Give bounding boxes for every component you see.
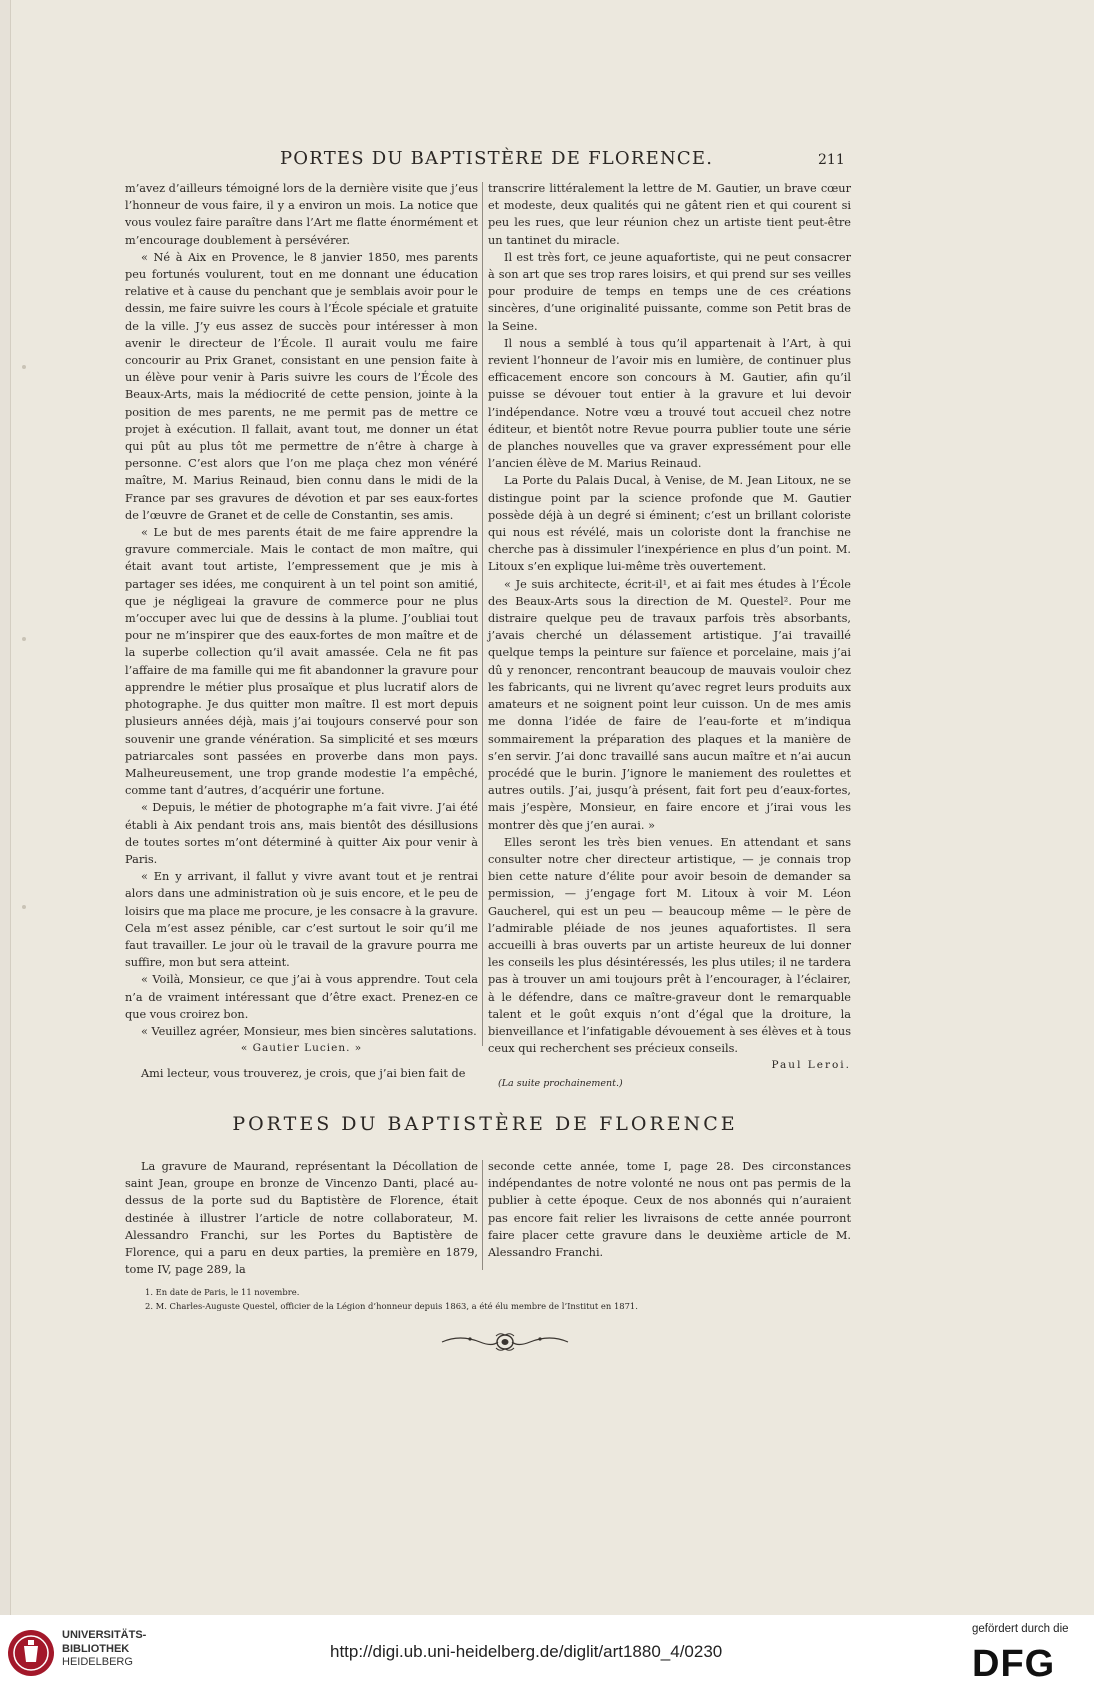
decorative-ornament <box>440 1330 570 1354</box>
binding-hole <box>22 637 26 641</box>
footnotes <box>145 1285 845 1313</box>
article-column-left <box>125 1158 478 1277</box>
paragraph: « En y arrivant, il fallut y vivre avant tout et je rentrai alors dans une administration où je suis encore, et le peu de loisirs que ma place me procure, je les consacre à la gravure. Cela m’est assez pénible, car c’est surtout le soir qu’il me faut travailler. Le jour où le travail de la gravure pourra me suffire, mon but sera atteint. <box>125 870 478 970</box>
paragraph: « Le but de mes parents était de me faire apprendre la gravure commerciale. Mais le contact de mon maître, qui était avant tout artiste, l’empressement que je mis à partager ses idées, me conquirent à un tel point son amitié, que je négligeai la gravure de commerce pour ne plus m’occuper avec lui que de dessins à la plume. J’oubliai tout pour ne m’inspirer que des eaux-fortes de mon maître et de la superbe collection qu’il avait amassée. Cela ne fit pas l’affaire de ma famille qui me fit abandonner la gravure pour apprendre le métier plus prosaïque et plus lucratif alors de photographe. Je dus quitter mon maître. Il est mort depuis plusieurs années déjà, mais j’ai toujours conservé pour son souvenir une grande vénération. Sa simplicité et ses mœurs patriarcales sont passées en proverbe dans mon pays. Malheureusement, une trop grande modestie l’a empêché, comme tant d’autres, d’acquérir une fortune. <box>125 526 478 798</box>
binding-hole <box>22 905 26 909</box>
article-column-right <box>488 1158 851 1273</box>
university-seal-icon <box>6 1626 56 1680</box>
footer-bar <box>0 1615 1093 1696</box>
paragraph: m’avez d’ailleurs témoigné lors de la dernière visite que j’eus l’honneur de vous faire, il y a environ un mois. La notice que vous voulez faire paraître dans l’Art me flatte énormément et m’encourage doublement à persévérer. <box>125 182 479 247</box>
footnote: 2. M. Charles-Auguste Questel, officier de la Légion d’honneur depuis 1863, a été élu membre de l’Institut en 1871. <box>145 1301 638 1311</box>
text-column-right <box>488 180 851 1089</box>
footnote: 1. En date de Paris, le 11 novembre. <box>145 1287 300 1297</box>
library-name: UNIVERSITÄTS- BIBLIOTHEK HEIDELBERG <box>62 1629 147 1668</box>
column-divider <box>482 182 483 1046</box>
paragraph: « Né à Aix en Provence, le 8 janvier 1850, mes parents peu fortunés voulurent, tout en me donnant une éducation relative et à cause du penchant que je semblais avoir pour le dessin, me faire suivre les cours à l’École spéciale et gratuite de la ville. J’y eus assez de succès pour intéresser à mon avenir le directeur de l’École. Il aurait voulu me faire concourir au Prix Granet, consistant en une pension faite à un élève pour venir à Paris suivre les cours de l’École des Beaux-Arts, mais la médiocrité de cette pension, jointe à la position de mes parents, ne me permit pas de mettre ce projet à exécution. Il fallait, avant tout, me donner un état qui pût au plus tôt me permettre de n’être à charge à personne. C’est alors que l’on me plaça chez mon vénéré maître, M. Marius Reinaud, bien connu dans le midi de la France par ses gravures de dévotion et par ses eaux-fortes de l’œuvre de Granet et de celle de Constantin, ses amis. <box>125 250 478 522</box>
running-title: PORTES DU BAPTISTÈRE DE FLORENCE. <box>280 148 714 169</box>
paragraph: Elles seront les très bien venues. En attendant et sans consulter notre cher directeur artistique, — je connais trop bien cette nature d’élite pour avoir besoin de demander sa permission, — j’engage fort M. Litoux à voir M. Léon Gaucherel, qui est un peu — beaucoup même — le père de l’admirable pléiade de nos jeunes aquafortistes. Il sera accueilli à bras ouverts par un artiste heureux de lui donner les conseils les plus désintéressés, les plus utiles; il ne tardera pas à trouver un ami toujours prêt à l’encourager, à l’éclairer, à le défendre, dans ce maître-graveur dont le remarquable talent et le goût exquis n’ont d’égal que la droiture, la bienveillance et l’infatigable dévouement à ses élèves et à tous ceux qui recherchent ses précieux conseils. <box>488 835 851 1056</box>
paragraph: Ami lecteur, vous trouverez, je crois, que j’ai bien fait de <box>141 1067 466 1081</box>
paragraph: Il nous a semblé à tous qu’il appartenait à l’Art, à qui revient l’honneur de l’avoir mis en lumière, de continuer plus efficacement encore son concours à M. Gautier, afin qu’il puisse se dévouer tout entier à la gravure et lui devoir l’indépendance. Notre vœu a trouvé tout accueil chez notre éditeur, et bientôt notre Revue pourra publier toute une série de planches nouvelles que va graver expressément pour elle l’ancien élève de M. Marius Reinaud. <box>488 336 851 471</box>
page-number: 211 <box>818 152 845 168</box>
text-column-left <box>125 180 479 1081</box>
paragraph: Il est très fort, ce jeune aquafortiste, qui ne peut consacrer à son art que ses trop rares loisirs, et qui prend sur ses veilles pour produire de temps en temps une de ces créations sincères, d’une originalité puissante, comme son Petit bras de la Seine. <box>488 250 851 333</box>
column-divider <box>482 1160 483 1270</box>
letter-signature: « Gautier Lucien. » <box>240 1042 363 1055</box>
paragraph: « Voilà, Monsieur, ce que j’ai à vous apprendre. Tout cela n’a de vraiment intéressant que d’être exact. Prenez-en ce que vous croirez bon. <box>125 973 478 1021</box>
dfg-logo: DFG <box>972 1643 1056 1685</box>
author-signature: Paul Leroi. <box>771 1059 851 1072</box>
article-title: PORTES DU BAPTISTÈRE DE FLORENCE <box>232 1113 738 1135</box>
source-url-link[interactable]: http://digi.ub.uni-heidelberg.de/diglit/art1880_4/0230 <box>330 1642 723 1661</box>
binding-hole <box>22 365 26 369</box>
paragraph: La gravure de Maurand, représentant la Décollation de saint Jean, groupe en bronze de Vincenzo Danti, placé au-dessus de la porte sud du Baptistère de Florence, était destinée à illustrer l’article de notre collaborateur, M. Alessandro Franchi, sur les Portes du Baptistère de Florence, qui a paru en deux parties, la première en 1879, tome IV, page 289, la <box>125 1160 478 1277</box>
paragraph: « Je suis architecte, écrit-il¹, et ai fait mes études à l’École des Beaux-Arts sous la direction de M. Questel². Pour me distraire quelque peu de travaux parfois très absorbants, j’avais cherché un délassement artistique. J’ai travaillé quelque temps la peinture sur faïence et porcelaine, mais j’ai dû y renoncer, rencontrant beaucoup de mauvais vouloir chez les fabricants, qui ne livrent qu’avec regret leurs produits aux amateurs et ne soignent point leur cuisson. Un de mes amis me donna l’idée de faire de l’eau-forte et m’indiqua sommairement la préparation des plaques et la manière de s’en servir. J’ai donc travaillé sans aucun maître et n’ai aucun procédé que le burin. J’ignore le maniement des roulettes et autres outils. J’ai, jusqu’à présent, fait fort peu d’eaux-fortes, mais j’espère, Monsieur, en faire encore et j’irai vous les montrer dès que j’en aurai. » <box>488 577 851 832</box>
paragraph: « Veuillez agréer, Monsieur, mes bien sincères salutations. <box>141 1024 477 1038</box>
funding-label: gefördert durch die <box>972 1623 1069 1635</box>
continued-note: (La suite prochainement.) <box>498 1077 623 1089</box>
paragraph: seconde cette année, tome I, page 28. Des circonstances indépendantes de notre volonté ne nous ont pas permis de la publier à cette époque. Ceux de nos abonnés qui n’auraient pas encore fait relier les livraisons de cette année pourront faire placer cette gravure dans le deuxième article de M. Alessandro Franchi. <box>488 1160 851 1260</box>
paragraph: La Porte du Palais Ducal, à Venise, de M. Jean Litoux, ne se distingue point par la science profonde que M. Gautier possède déjà à un degré si éminent; c’est un brillant coloriste qui nous est révélé, mais un coloriste dont la franchise ne cherche pas à dissimuler l’inexpérience en plus d’un point. M. Litoux s’en explique lui-même très ouvertement. <box>488 474 851 574</box>
paragraph: transcrire littéralement la lettre de M. Gautier, un brave cœur et modeste, deux qualités qui ne gâtent rien et qui courent si peu les rues, que leur réunion chez un artiste tient peut-être un tantinet du miracle. <box>488 182 851 247</box>
paragraph: « Depuis, le métier de photographe m’a fait vivre. J’ai été établi à Aix pendant trois ans, mais bientôt des désillusions de toutes sortes m’ont déterminé à quitter Aix pour venir à Paris. <box>125 801 478 866</box>
